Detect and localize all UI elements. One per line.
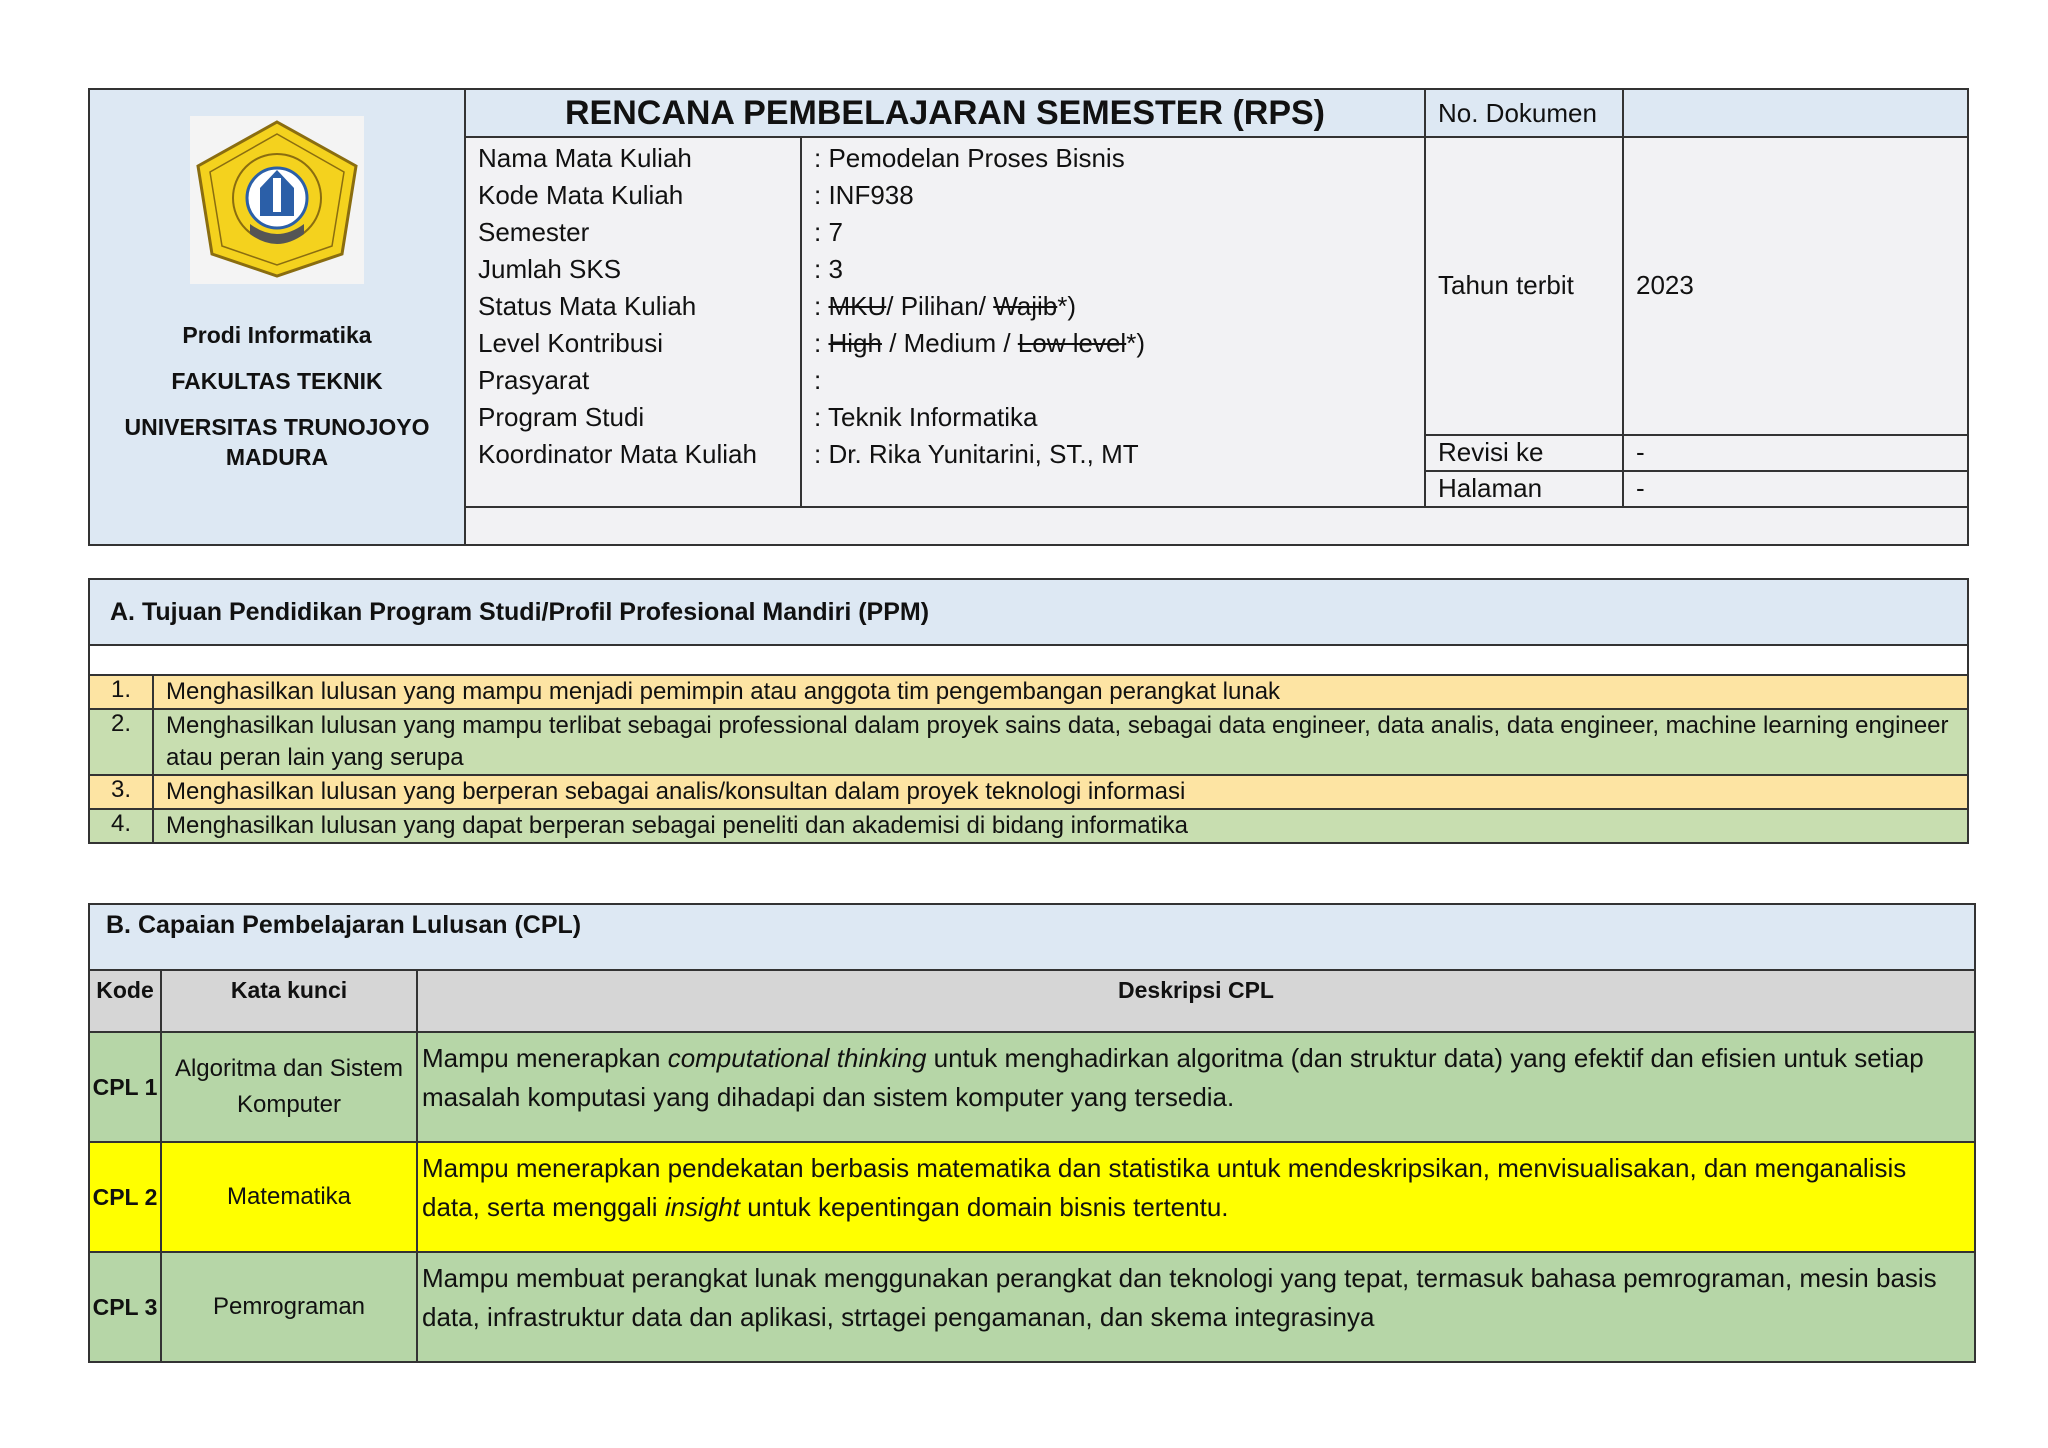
blank-row <box>89 645 1968 675</box>
ppm-text: Menghasilkan lulusan yang mampu menjadi pemimpin atau anggota tim pengembangan perangkat lunak <box>153 675 1968 709</box>
tahun-terbit-value: 2023 <box>1623 137 1968 435</box>
cpl-row <box>89 1142 1975 1252</box>
ppm-item <box>89 809 1968 843</box>
halaman-value: - <box>1623 471 1968 507</box>
field-label: Koordinator Mata Kuliah <box>478 439 757 469</box>
field-label: Level Kontribusi <box>478 328 663 358</box>
ppm-number: 2. <box>89 709 153 775</box>
field-value: : INF938 <box>814 180 914 210</box>
course-field-labels <box>465 137 801 507</box>
ppm-number: 1. <box>89 675 153 709</box>
field-value: : Dr. Rika Yunitarini, ST., MT <box>814 439 1139 469</box>
field-label: Prasyarat <box>478 365 590 395</box>
field-value: : 7 <box>814 217 843 247</box>
ppm-number: 4. <box>89 809 153 843</box>
cpl-deskripsi: Mampu membuat perangkat lunak menggunakan perangkat dan teknologi yang tepat, termasuk bahasa pemrograman, mesin basis data, infrastruktur data dan aplikasi, strtagei pengamanan, dan skema integrasinya <box>417 1252 1975 1362</box>
no-dokumen-value <box>1623 89 1968 137</box>
field-label: Nama Mata Kuliah <box>478 143 692 173</box>
field-label: Semester <box>478 217 590 247</box>
status-value: : MKU/ Pilihan/ Wajib*) <box>814 291 1077 321</box>
no-dokumen-label: No. Dokumen <box>1425 89 1623 137</box>
institution-cell <box>89 89 465 545</box>
field-value: : Pemodelan Proses Bisnis <box>814 143 1125 173</box>
level-value: : High / Medium / Low level*) <box>814 328 1145 358</box>
cpl-deskripsi: Mampu menerapkan computational thinking untuk menghadirkan algoritma (dan struktur data) yang efektif dan efisien untuk setiap masalah komputasi yang dihadapi dan sistem komputer yang tersedia. <box>417 1032 1975 1142</box>
field-label: Status Mata Kuliah <box>478 291 697 321</box>
section-a-title: A. Tujuan Pendidikan Program Studi/Profil Profesional Mandiri (PPM) <box>89 579 1968 645</box>
tahun-terbit-label: Tahun terbit <box>1425 137 1623 435</box>
cpl-row <box>89 1252 1975 1362</box>
halaman-label: Halaman <box>1425 471 1623 507</box>
field-label: Program Studi <box>478 402 645 432</box>
field-value: : Teknik Informatika <box>814 402 1038 432</box>
cpl-row <box>89 1032 1975 1142</box>
ppm-item <box>89 709 1968 775</box>
field-value: : 3 <box>814 254 843 284</box>
revisi-value: - <box>1623 435 1968 471</box>
university-logo <box>190 116 364 284</box>
cpl-kode: CPL 2 <box>89 1142 161 1252</box>
ppm-item <box>89 775 1968 809</box>
document-title: RENCANA PEMBELAJARAN SEMESTER (RPS) <box>465 89 1425 137</box>
universitas-label: UNIVERSITAS TRUNOJOYO MADURA <box>124 414 430 470</box>
cpl-kata-kunci: Matematika <box>161 1142 417 1252</box>
cpl-kata-kunci: Algoritma dan Sistem Komputer <box>161 1032 417 1142</box>
cpl-deskripsi: Mampu menerapkan pendekatan berbasis matematika dan statistika untuk mendeskripsikan, menvisualisakan, dan menganalisis data, serta menggali insight untuk kepentingan domain bisnis tertentu. <box>417 1142 1975 1252</box>
ppm-text: Menghasilkan lulusan yang berperan sebagai analis/konsultan dalam proyek teknologi informasi <box>153 775 1968 809</box>
university-seal-icon <box>190 116 364 284</box>
field-value: : <box>814 365 822 395</box>
document-header <box>88 88 1969 546</box>
fakultas-label: FAKULTAS TEKNIK <box>171 368 383 394</box>
ppm-text: Menghasilkan lulusan yang mampu terlibat sebagai professional dalam proyek sains data, sebagai data engineer, data analis, data engineer, machine learning engineer atau peran lain yang serupa <box>153 709 1968 775</box>
cpl-kode: CPL 1 <box>89 1032 161 1142</box>
ppm-number: 3. <box>89 775 153 809</box>
header-footer-row <box>465 507 1968 545</box>
section-b-title: B. Capaian Pembelajaran Lulusan (CPL) <box>89 904 1975 970</box>
ppm-item <box>89 675 1968 709</box>
section-a-table <box>88 578 1969 844</box>
course-field-values <box>801 137 1425 507</box>
cpl-kata-kunci: Pemrograman <box>161 1252 417 1362</box>
col-kata-kunci: Kata kunci <box>161 970 417 1032</box>
section-b-table <box>88 903 1976 1363</box>
prodi-label: Prodi Informatika <box>182 322 372 348</box>
cpl-kode: CPL 3 <box>89 1252 161 1362</box>
field-label: Kode Mata Kuliah <box>478 180 684 210</box>
col-deskripsi: Deskripsi CPL <box>417 970 1975 1032</box>
col-kode: Kode <box>89 970 161 1032</box>
field-label: Jumlah SKS <box>478 254 622 284</box>
ppm-text: Menghasilkan lulusan yang dapat berperan sebagai peneliti dan akademisi di bidang informatika <box>153 809 1968 843</box>
revisi-label: Revisi ke <box>1425 435 1623 471</box>
